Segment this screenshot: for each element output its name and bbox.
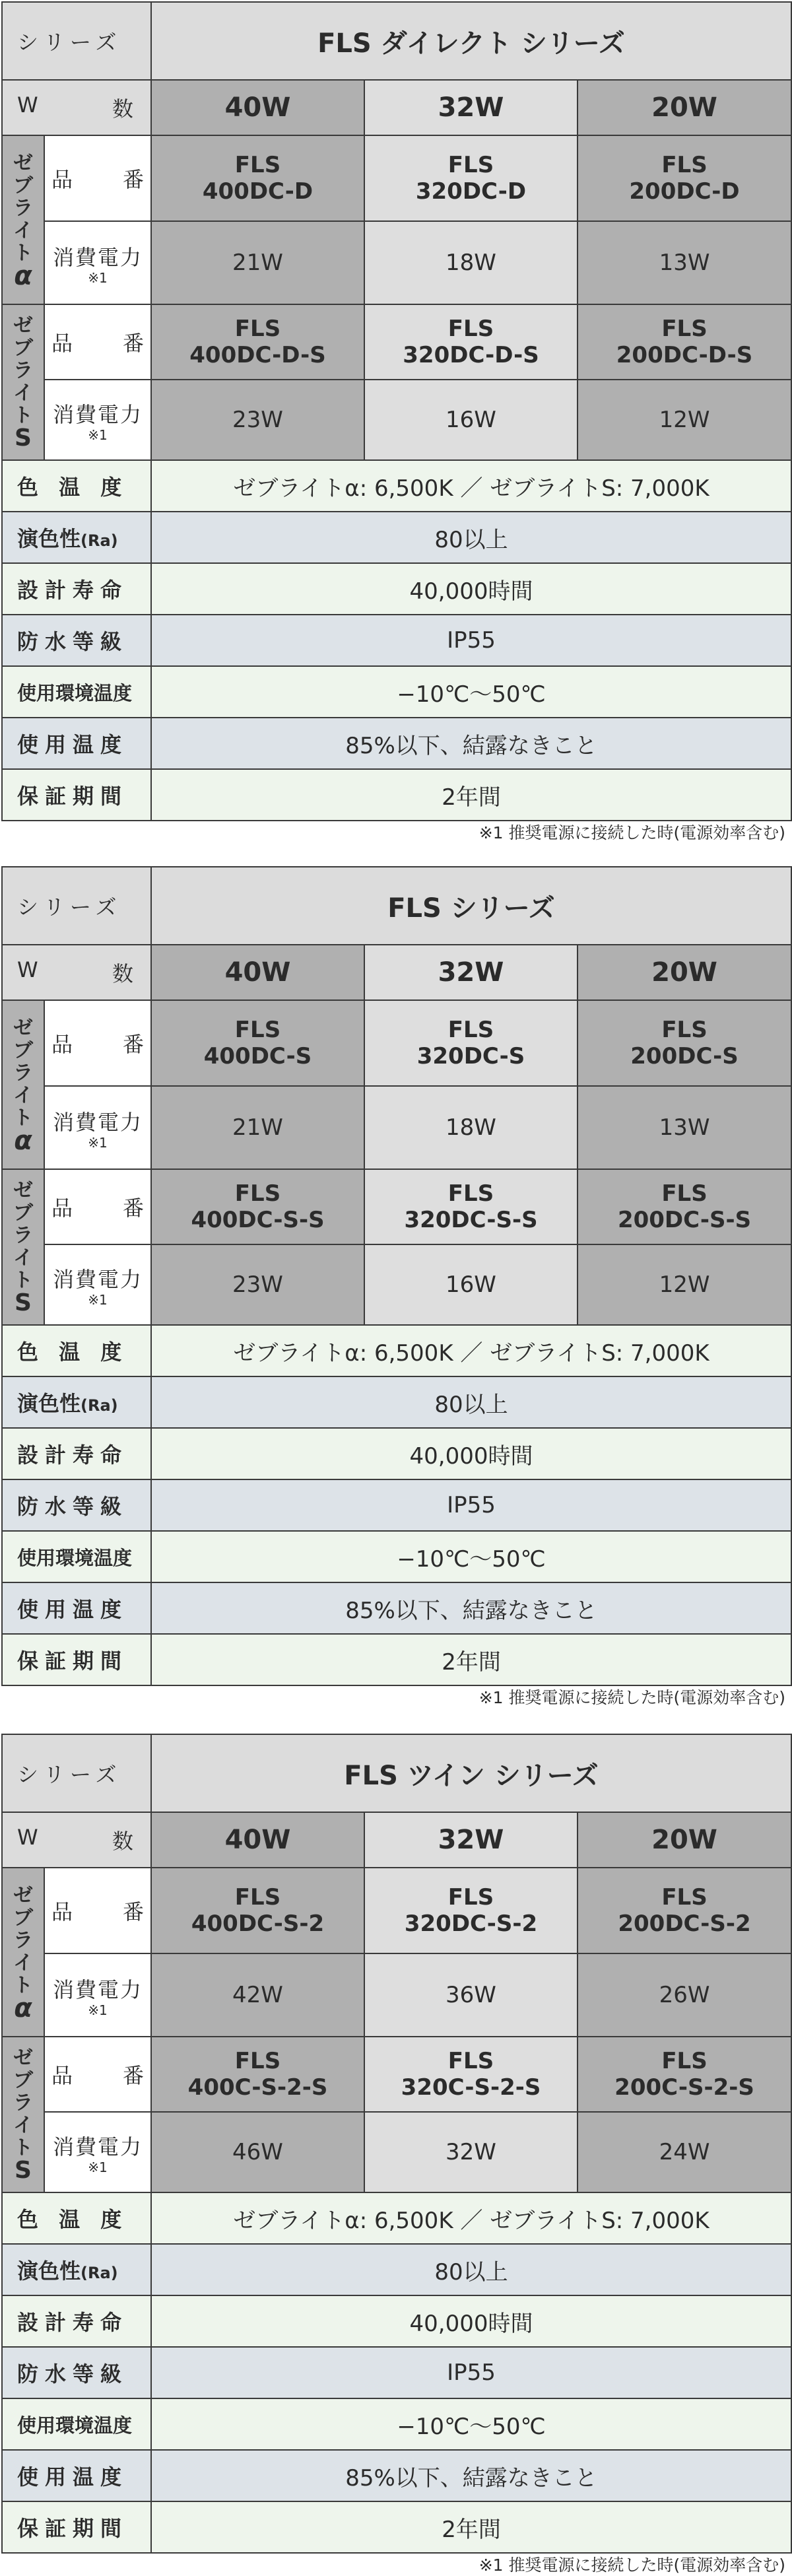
life-label: 設計寿命	[2, 1428, 151, 1479]
power-cell: 26W	[578, 1953, 791, 2037]
humidity-label: 使用温度	[2, 718, 151, 769]
wattage-label: W 数	[2, 80, 151, 135]
part-number-label: 品 番	[44, 135, 151, 221]
model-cell: FLS 400DC-D-S	[151, 304, 364, 380]
model-cell: FLS 320DC-S	[364, 1000, 578, 1086]
model-cell: FLS 200DC-S-2	[578, 1868, 791, 1953]
life-label: 設計寿命	[2, 2295, 151, 2347]
power-cell: 23W	[151, 380, 364, 460]
color-temp-value: ゼブライトα: 6,500K ／ ゼブライトS: 7,000K	[151, 2192, 791, 2244]
power-label: 消費電力 ※1	[44, 1953, 151, 2037]
power-label: 消費電力 ※1	[44, 1244, 151, 1325]
wattage-cell: 32W	[364, 945, 578, 1000]
wattage-label: W 数	[2, 945, 151, 1000]
cri-value: 80以上	[151, 512, 791, 563]
model-cell: FLS 320DC-S-2	[364, 1868, 578, 1953]
power-cell: 21W	[151, 1086, 364, 1169]
power-cell: 12W	[578, 380, 791, 460]
power-label: 消費電力 ※1	[44, 221, 151, 304]
model-cell: FLS 400DC-S	[151, 1000, 364, 1086]
humidity-value: 85%以下、結露なきこと	[151, 718, 791, 769]
humidity-label: 使用温度	[2, 2450, 151, 2501]
power-label: 消費電力 ※1	[44, 1086, 151, 1169]
warranty-value: 2年間	[151, 1634, 791, 1685]
wattage-cell: 40W	[151, 1812, 364, 1868]
product-alpha-label: ゼ ブ ラ イ ト α	[2, 135, 44, 304]
color-temp-value: ゼブライトα: 6,500K ／ ゼブライトS: 7,000K	[151, 1325, 791, 1376]
footnote: ※1 推奨電源に接続した時(電源効率含む)	[478, 823, 785, 842]
part-number-label: 品 番	[44, 1868, 151, 1953]
life-value: 40,000時間	[151, 563, 791, 615]
warranty-value: 2年間	[151, 769, 791, 821]
waterproof-value: IP55	[151, 615, 791, 666]
env-temp-label: 使用環境温度	[2, 666, 151, 718]
series-title: FLS ツイン シリーズ	[151, 1734, 791, 1812]
power-cell: 21W	[151, 221, 364, 304]
color-temp-label: 色 温 度	[2, 460, 151, 512]
spec-table	[1, 866, 792, 1686]
model-cell: FLS 200DC-D-S	[578, 304, 791, 380]
model-cell: FLS 200DC-S	[578, 1000, 791, 1086]
spec-block-standard	[0, 866, 792, 1686]
wattage-cell: 40W	[151, 945, 364, 1000]
color-temp-value: ゼブライトα: 6,500K ／ ゼブライトS: 7,000K	[151, 460, 791, 512]
product-alpha-label: ゼ ブ ラ イ ト α	[2, 1868, 44, 2037]
power-cell: 18W	[364, 221, 578, 304]
power-cell: 13W	[578, 1086, 791, 1169]
series-title: FLS シリーズ	[151, 867, 791, 945]
power-cell: 16W	[364, 380, 578, 460]
series-header-label: シリーズ	[2, 867, 151, 945]
model-cell: FLS 400DC-D	[151, 135, 364, 221]
spec-table	[1, 1, 792, 821]
cri-label: 演色性(Ra)	[2, 2244, 151, 2295]
life-value: 40,000時間	[151, 1428, 791, 1479]
power-cell: 12W	[578, 1244, 791, 1325]
model-cell: FLS 400C-S-2-S	[151, 2037, 364, 2112]
waterproof-label: 防水等級	[2, 1479, 151, 1531]
power-cell: 24W	[578, 2112, 791, 2192]
env-temp-value: −10℃〜50℃	[151, 666, 791, 718]
part-number-label: 品 番	[44, 304, 151, 380]
model-cell: FLS 400DC-S-S	[151, 1169, 364, 1244]
cri-label: 演色性(Ra)	[2, 512, 151, 563]
product-s-label: ゼ ブ ラ イ ト S	[2, 304, 44, 460]
product-s-label: ゼ ブ ラ イ ト S	[2, 2037, 44, 2192]
color-temp-label: 色 温 度	[2, 2192, 151, 2244]
spec-block-twin	[0, 1734, 792, 2554]
power-cell: 32W	[364, 2112, 578, 2192]
power-cell: 16W	[364, 1244, 578, 1325]
model-cell: FLS 320DC-D-S	[364, 304, 578, 380]
wattage-cell: 20W	[578, 80, 791, 135]
cri-value: 80以上	[151, 1376, 791, 1428]
power-cell: 46W	[151, 2112, 364, 2192]
model-cell: FLS 400DC-S-2	[151, 1868, 364, 1953]
warranty-label: 保証期間	[2, 769, 151, 821]
series-header-label: シリーズ	[2, 2, 151, 80]
spec-table	[1, 1734, 792, 2554]
product-alpha-label: ゼ ブ ラ イ ト α	[2, 1000, 44, 1169]
warranty-label: 保証期間	[2, 1634, 151, 1685]
spec-block-direct	[0, 1, 792, 821]
power-cell: 36W	[364, 1953, 578, 2037]
power-cell: 42W	[151, 1953, 364, 2037]
part-number-label: 品 番	[44, 1000, 151, 1086]
wattage-cell: 20W	[578, 945, 791, 1000]
wattage-cell: 32W	[364, 1812, 578, 1868]
power-cell: 23W	[151, 1244, 364, 1325]
series-header-label: シリーズ	[2, 1734, 151, 1812]
power-label: 消費電力 ※1	[44, 2112, 151, 2192]
wattage-cell: 32W	[364, 80, 578, 135]
footnote: ※1 推奨電源に接続した時(電源効率含む)	[478, 1688, 785, 1707]
product-s-label: ゼ ブ ラ イ ト S	[2, 1169, 44, 1325]
warranty-label: 保証期間	[2, 2501, 151, 2553]
waterproof-label: 防水等級	[2, 2347, 151, 2398]
footnote: ※1 推奨電源に接続した時(電源効率含む)	[478, 2556, 785, 2575]
life-value: 40,000時間	[151, 2295, 791, 2347]
humidity-label: 使用温度	[2, 1582, 151, 1634]
power-cell: 13W	[578, 221, 791, 304]
wattage-label: W 数	[2, 1812, 151, 1868]
waterproof-value: IP55	[151, 1479, 791, 1531]
waterproof-value: IP55	[151, 2347, 791, 2398]
env-temp-label: 使用環境温度	[2, 1531, 151, 1582]
life-label: 設計寿命	[2, 563, 151, 615]
series-title: FLS ダイレクト シリーズ	[151, 2, 791, 80]
waterproof-label: 防水等級	[2, 615, 151, 666]
color-temp-label: 色 温 度	[2, 1325, 151, 1376]
model-cell: FLS 320DC-D	[364, 135, 578, 221]
humidity-value: 85%以下、結露なきこと	[151, 1582, 791, 1634]
model-cell: FLS 200DC-D	[578, 135, 791, 221]
model-cell: FLS 200C-S-2-S	[578, 2037, 791, 2112]
power-cell: 18W	[364, 1086, 578, 1169]
humidity-value: 85%以下、結露なきこと	[151, 2450, 791, 2501]
warranty-value: 2年間	[151, 2501, 791, 2553]
cri-value: 80以上	[151, 2244, 791, 2295]
env-temp-value: −10℃〜50℃	[151, 2398, 791, 2450]
part-number-label: 品 番	[44, 1169, 151, 1244]
env-temp-label: 使用環境温度	[2, 2398, 151, 2450]
model-cell: FLS 200DC-S-S	[578, 1169, 791, 1244]
cri-label: 演色性(Ra)	[2, 1376, 151, 1428]
model-cell: FLS 320C-S-2-S	[364, 2037, 578, 2112]
model-cell: FLS 320DC-S-S	[364, 1169, 578, 1244]
env-temp-value: −10℃〜50℃	[151, 1531, 791, 1582]
wattage-cell: 40W	[151, 80, 364, 135]
wattage-cell: 20W	[578, 1812, 791, 1868]
part-number-label: 品 番	[44, 2037, 151, 2112]
power-label: 消費電力 ※1	[44, 380, 151, 460]
